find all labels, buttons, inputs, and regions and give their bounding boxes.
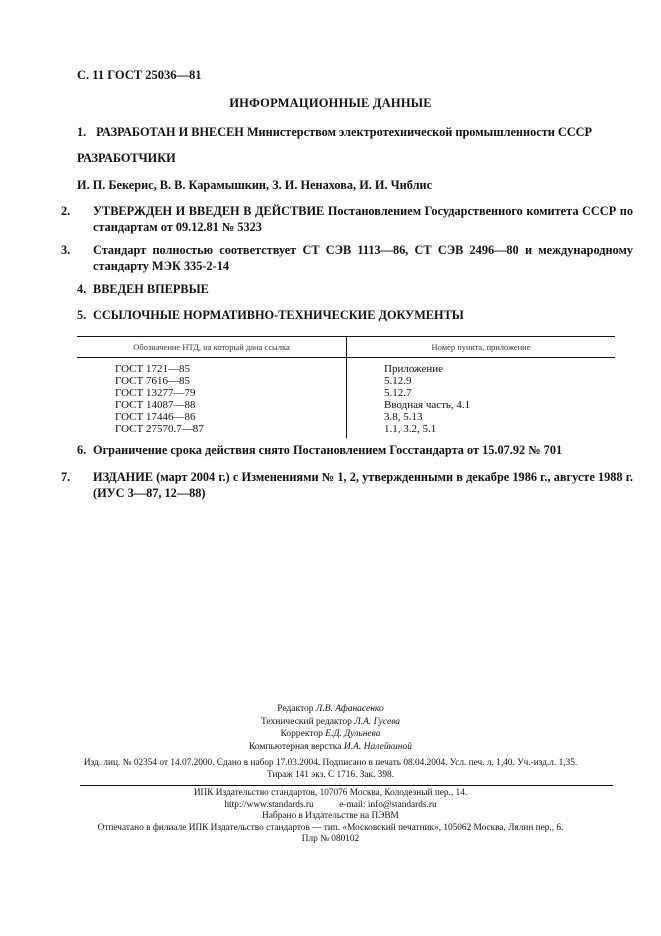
publisher-line-4: Отпечатано в филиале ИПК Издательство стандартов — тип. «Московский печатник», 105062 Москва, Лялин пер., 6. [97, 822, 564, 833]
table-row [77, 387, 615, 399]
doc-cell: ГОСТ 7616—85 [77, 375, 347, 387]
developers-label [77, 150, 617, 166]
clause-cell: 5.12.7 [384, 387, 412, 399]
table-row [77, 423, 615, 438]
clause-cell: 1.1, 3.2, 5.1 [384, 423, 437, 435]
info-item-6 [77, 442, 617, 458]
item-text: (март 2004 г.) с Изменениями № 1, 2, утвержденными в декабре 1986 г., августе 1988 г. (ИУС 3—87, 12—88) [93, 470, 634, 500]
divider [80, 785, 613, 786]
item-number: 4. [77, 282, 87, 296]
developers-text: И. П. Бекерис, В. В. Карамышкин, З. И. Ненахова, И. И. Чиблис [77, 178, 433, 192]
item-number: 2. [61, 204, 71, 218]
table-row [77, 375, 615, 387]
tech-editor-line: Технический редактор Л.А. Гусева [260, 716, 401, 727]
info-item-5 [77, 307, 617, 323]
info-item-1 [77, 124, 617, 140]
item-number: 6. [77, 443, 87, 457]
item-number: 1. [77, 125, 87, 139]
doc-cell: ГОСТ 13277—79 [77, 387, 347, 399]
item-text: ВВЕДЕН ВПЕРВЫЕ [93, 282, 209, 296]
table-row [77, 399, 615, 411]
doc-cell: ГОСТ 1721—85 [77, 358, 347, 376]
info-item-2 [61, 203, 633, 235]
layout-line: Компьютерная верстка И.А. Налейкиной [249, 741, 412, 752]
page-header: С. 11 ГОСТ 25036—81 [77, 68, 202, 82]
publisher-url[interactable]: http://www.standards.ru [224, 799, 314, 810]
clause-cell: 3.8, 5.13 [384, 411, 423, 423]
item-lead: ИЗДАНИЕ [93, 470, 153, 484]
publisher-email[interactable]: e-mail: info@standards.ru [339, 799, 437, 810]
item-lead: РАЗРАБОТАН И ВНЕСЕН [96, 125, 244, 139]
doc-cell: ГОСТ 14087—88 [77, 399, 347, 411]
table-row [77, 358, 615, 376]
developers-label-text: РАЗРАБОТЧИКИ [77, 151, 176, 165]
info-item-3 [61, 242, 633, 274]
item-text: Стандарт полностью соответствует СТ СЭВ 1113—86, СТ СЭВ 2496—80 и международному стандарту МЭК 335-2-14 [93, 243, 633, 273]
table-row [77, 411, 615, 423]
clause-cell: Приложение [384, 363, 444, 375]
table-header-row [77, 337, 615, 358]
item-number: 5. [77, 308, 87, 322]
print-info-line-2: Тираж 141 экз. С 1716. Зак. 398. [267, 769, 394, 780]
publisher-line-5: Плр № 080102 [301, 834, 360, 845]
info-item-7 [61, 469, 634, 501]
doc-cell: ГОСТ 17446—86 [77, 411, 347, 423]
publisher-line-3: Набрано в Издательстве на ПЭВМ [262, 811, 399, 822]
clause-cell: 5.12.9 [384, 375, 412, 387]
developers-names [77, 177, 617, 193]
item-text: Министерством электротехнической промышленности СССР [246, 125, 593, 139]
info-item-4 [77, 281, 617, 297]
item-number: 3. [61, 243, 71, 257]
section-title: ИНФОРМАЦИОННЫЕ ДАННЫЕ [229, 96, 432, 110]
corrector-line: Корректор Е.Д. Дульнева [280, 729, 381, 739]
references-table [77, 336, 615, 438]
item-text: Ограничение срока действия снято Постановлением Госстандарта от 15.07.92 № 701 [93, 443, 563, 457]
editor-line: Редактор Л.В. Афанасенко [277, 704, 384, 714]
doc-cell: ГОСТ 27570.7—87 [77, 423, 347, 438]
item-text: ССЫЛОЧНЫЕ НОРМАТИВНО-ТЕХНИЧЕСКИЕ ДОКУМЕНТЫ [93, 308, 464, 322]
publisher-line-1: ИПК Издательство стандартов, 107076 Москва, Колодезный пер., 14. [193, 788, 468, 798]
credits-block [0, 703, 661, 753]
item-lead: УТВЕРЖДЕН И ВВЕДЕН В ДЕЙСТВИЕ [93, 204, 325, 218]
col-header-document: Обозначение НТД, на который дана ссылка [77, 337, 347, 358]
clause-cell: Вводная часть, 4.1 [384, 399, 471, 411]
print-info-line-1: Изд. лиц. № 02354 от 14.07.2000. Сдано в набор 17.03.2004. Подписано в печать 08.04.2004. Усл. печ. л. 1,40. Уч.-изд.л. 1,35. [83, 758, 578, 768]
publisher-block [0, 788, 661, 846]
item-text: Постановлением Государственного комитета СССР по стандартам от 09.12.81 № 5323 [93, 204, 633, 234]
item-number: 7. [61, 470, 71, 484]
print-info [0, 758, 661, 781]
col-header-clause: Номер пункта, приложение [347, 337, 616, 358]
publisher-contacts [0, 800, 661, 812]
